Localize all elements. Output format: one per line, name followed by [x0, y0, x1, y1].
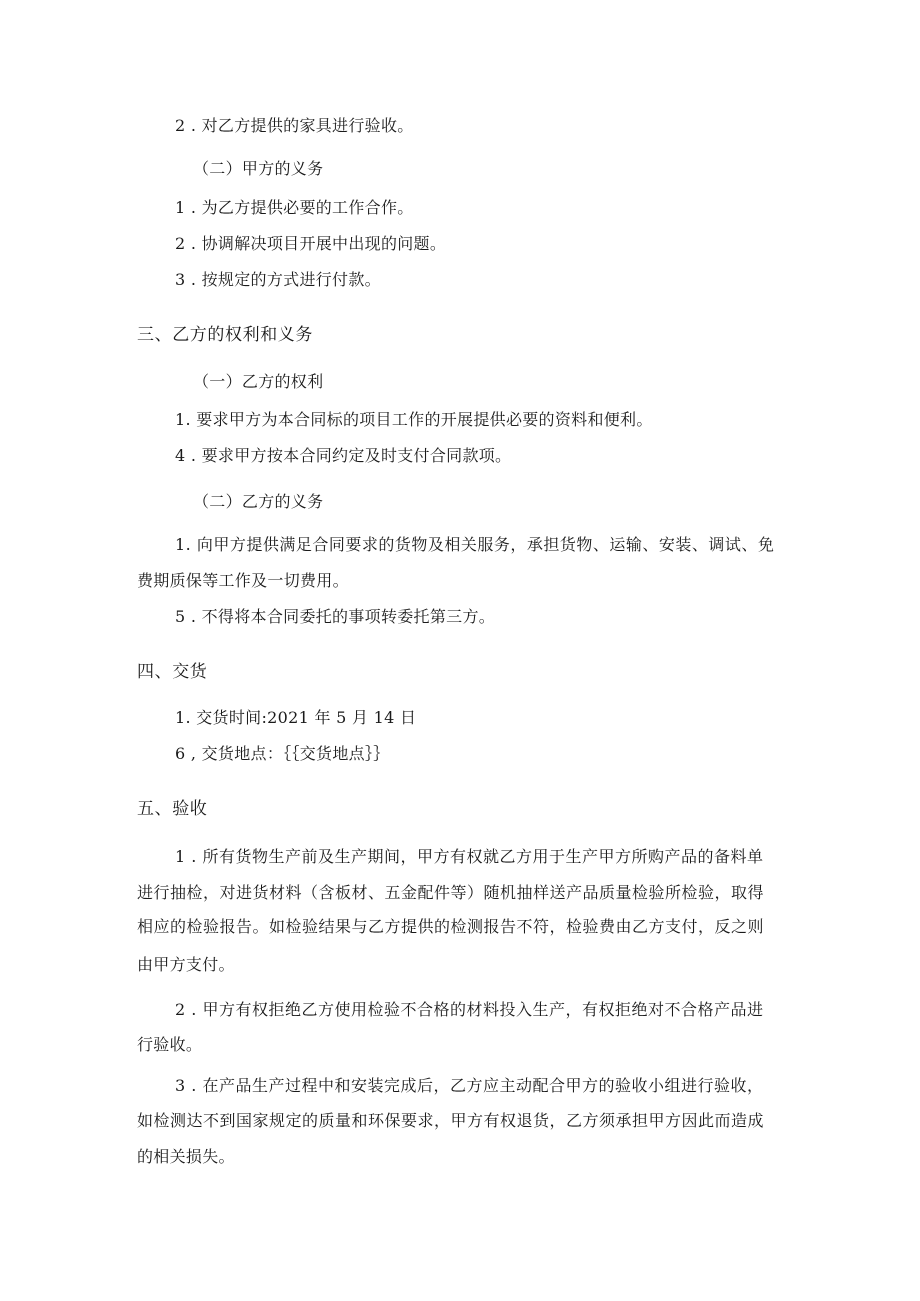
yi-right-item-1: 1. 要求甲方为本合同标的项目工作的开展提供必要的资料和便利。	[175, 410, 653, 429]
acceptance-para-2-line-2: 行验收。	[137, 1035, 203, 1054]
jia-right-item-2: 2 . 对乙方提供的家具进行验收。	[175, 116, 414, 135]
yi-obligation-item-5: 5 . 不得将本合同委托的事项转委托第三方。	[175, 607, 496, 626]
jia-obligation-item-2: 2 . 协调解决项目开展中出现的问题。	[175, 234, 447, 253]
yi-rights-heading: （一）乙方的权利	[193, 372, 324, 391]
acceptance-para-2-line-1: 2 . 甲方有权拒绝乙方使用检验不合格的材料投入生产，有权拒绝对不合格产品进	[175, 1000, 764, 1019]
yi-right-item-4: 4 . 要求甲方按本合同约定及时支付合同款项。	[175, 446, 512, 465]
delivery-time: 1. 交货时间:2021 年 5 月 14 日	[175, 708, 417, 727]
acceptance-para-1-line-1: 1 . 所有货物生产前及生产期间，甲方有权就乙方用于生产甲方所购产品的备料单	[175, 847, 764, 866]
yi-obligation-item-1-line-1: 1. 向甲方提供满足合同要求的货物及相关服务，承担货物、运输、安装、调试、免	[175, 535, 775, 554]
jia-obligation-item-1: 1 . 为乙方提供必要的工作合作。	[175, 198, 414, 217]
acceptance-para-3-line-3: 的相关损失。	[137, 1147, 235, 1166]
section-4-title: 四、交货	[137, 662, 208, 682]
yi-obligation-item-1-line-2: 费期质保等工作及一切费用。	[137, 571, 349, 590]
yi-obligations-heading: （二）乙方的义务	[193, 492, 324, 511]
section-3-title: 三、乙方的权利和义务	[137, 325, 313, 345]
acceptance-para-1-line-4: 由甲方支付。	[137, 955, 235, 974]
jia-obligations-heading: （二）甲方的义务	[193, 159, 324, 178]
acceptance-para-1-line-3: 相应的检验报告。如检验结果与乙方提供的检测报告不符，检验费由乙方支付，反之则	[137, 917, 765, 936]
acceptance-para-3-line-1: 3 . 在产品生产过程中和安装完成后，乙方应主动配合甲方的验收小组进行验收，	[175, 1076, 764, 1095]
delivery-location: 6 , 交货地点：｛｛交货地点｝｝	[175, 744, 390, 763]
jia-obligation-item-3: 3 . 按规定的方式进行付款。	[175, 270, 381, 289]
section-5-title: 五、验收	[137, 799, 208, 819]
acceptance-para-1-line-2: 进行抽检，对进货材料（含板材、五金配件等）随机抽样送产品质量检验所检验，取得	[137, 883, 765, 902]
acceptance-para-3-line-2: 如检测达不到国家规定的质量和环保要求，甲方有权退货，乙方须承担甲方因此而造成	[137, 1111, 765, 1130]
